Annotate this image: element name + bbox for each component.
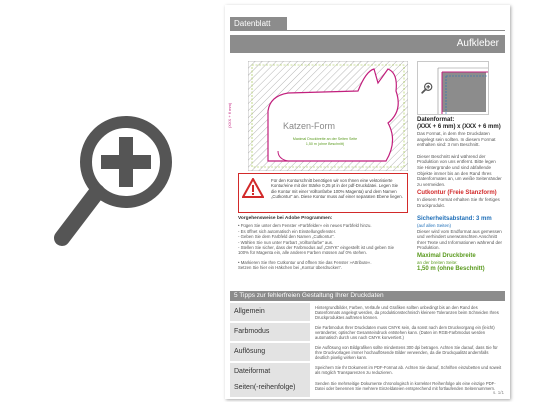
datenformat-text: Das Format, in dem Ihre Druckdaten angelegt sein sollten. In diesem Format enthalten sind: 3 mm Beschnitt.: [417, 131, 496, 148]
warning-text: Für den Konturschnitt benötigen wir von Ihnen eine vektorisierte Kontur/eine mit der Stärke 0,25 pt in der pdf-Druckdatei. Legen Sie die Kontur mit einer Volltonfarbe 100% Magenta) und dem Namen „Cutkontur“ an. Diese Kontur muss auf einer separaten Ebene liegen.: [271, 178, 403, 199]
step-line: - Geben Sie dem Farbfeld den Namen „Cutkontur“.: [238, 234, 335, 240]
diagram-note: Maximal Druckbreite an der Seiten Seite: [292, 137, 358, 141]
tip-label: Allgemein: [230, 303, 310, 321]
tip-row-seiten: [230, 379, 505, 397]
tip-text: Hintergrundbilder, Farben, Verläufe und Grafiken sollten unbedingt bis an den Rand des Datenformats angelegt werden, da produktionstechnisch kleinere Toleranzen beim Schneiden Ihres Druckproduktes auftreten können.: [315, 305, 499, 321]
diagram-note-width: 1,50 m (ohne Beschnitt): [305, 142, 345, 146]
tip-text: Die Farbmodus Ihrer Druckdaten muss CMYK sein, da sonst nach dem Druckvorgang ein (leicht) veränderter, optischer Gesamteindruck entstehen kann. (Daten im RGB-Farbmodus werden automatisch durch uns nach CMYK konvertiert.): [315, 325, 495, 341]
zoom-in-icon[interactable]: [421, 82, 433, 94]
tip-text: Speichern Sie Ihr Dokument im PDF-Format ab. Achten Sie darauf, Schriften einzubetten und soweit als möglich Transparenzen zu reduzieren.: [315, 365, 502, 376]
cut-title: Cutkontur (Freie Stanzform): [417, 190, 497, 196]
datenformat-title: Datenformat:: [417, 117, 455, 123]
max-width-block: [417, 253, 502, 273]
datasheet-page: [225, 5, 510, 399]
datasheet-header: Datenblatt: [230, 17, 287, 30]
tips-title: 5 Tipps zur fehlerfreien Gestaltung Ihrer Druckdaten: [230, 291, 505, 301]
tip-row-aufloesung: [230, 343, 505, 361]
step-line: 100% für Magenta ein, alle anderen Farben müssen auf 0% stehen.: [238, 250, 367, 256]
tip-row-farbmodus: [230, 323, 505, 341]
step-line: - Wählen Sie nun unter Farbart „Volltonfarbe“ aus.: [238, 239, 334, 245]
safety-title: Sicherheitsabstand: 3 mm: [417, 216, 492, 222]
tip-row-allgemein: [230, 303, 505, 321]
adobe-steps: [238, 216, 406, 271]
step-line: Setzen Sie hier ein Häkchen bei „Kontur überdrucken“.: [238, 265, 343, 271]
page-title: Aufkleber: [230, 35, 505, 53]
step-line: • Markieren Sie Ihre Cutkontur und öffnen Sie das Fenster »Attribute«.: [238, 259, 372, 265]
tip-label: Seiten(-reihenfolge): [230, 379, 310, 397]
tip-text: Die Auflösung von Bildgrafiken sollte mindestens 300 dpi betragen. Achten Sie darauf, dass Sie für Ihre Druckvorlagen immer hochauflösende Bilder verwenden, da die Druckqualität andernfalls deutlich pixelig wirken kann.: [315, 345, 498, 361]
safety-text: Dieser wird vom Endformat aus gemessen und verhindert unerwünschten Anschnitt Ihrer Texte und Informationen während der Produktion.: [417, 228, 502, 251]
step-line: • Fügen Sie unter dem Fenster »Farbfelder« ein neues Farbfeld hinzu.: [238, 223, 372, 229]
step-line: - Es öffnet sich automatisch ein Einstellungsfenster.: [238, 228, 337, 234]
tip-label: Dateiformat: [230, 363, 310, 381]
page-footer: s. 1/1: [492, 390, 504, 395]
datenformat-value: (XXX + 6 mm) x (XXX + 6 mm): [417, 124, 501, 130]
cut-contour-warning: [238, 173, 408, 213]
cut-text: In diesem Format erhalten Sie Ihr fertiges Druckprodukt.: [417, 197, 500, 208]
datenformat-block: [417, 117, 502, 187]
shape-label: Katzen-Form: [283, 121, 336, 131]
tip-label: Auflösung: [230, 343, 310, 361]
beschnitt-text: Dieser Beschnitt wird während der Produktion von uns entfernt. Bitte legen Sie Hintergründe und sind abfallende Objekte immer bis an den Rand Ihres Datenformates an, um weiße Seitenränder zu vermeiden.: [417, 153, 502, 187]
header-divider: [230, 30, 505, 31]
cat-shape-diagram: [248, 61, 408, 171]
max-value: 1,50 m (ohne Beschnitt): [417, 265, 485, 272]
zoom-in-magnifier-icon[interactable]: [48, 110, 178, 260]
steps-heading: Vorgehensweise bei Adobe Programmen:: [238, 216, 333, 221]
tip-label: Farbmodus: [230, 323, 310, 341]
cutkontur-block: [417, 190, 502, 208]
step-line: - Stellen Sie sicher, dass der Farbmodus auf „CMYK“ eingestellt ist und geben Sie: [238, 245, 394, 251]
tip-text: Senden Sie mehrseitige Dokumente chronologisch in korrekter Reihenfolge als eine einzige PDF-Datei oder benennen Sie mehrere Einzeldateien entsprechend mit fortlaufenden Seitennummern.: [315, 381, 496, 392]
max-sub: an der breiten Seite:: [417, 260, 458, 265]
safety-block: [417, 216, 502, 251]
safety-sub: (auf allen Seiten): [417, 223, 452, 228]
warning-triangle-icon: [242, 178, 264, 198]
diagram-side-label: (XXX + 6 mm): [227, 102, 233, 129]
max-title: Maximal Druckbreite: [417, 253, 476, 259]
